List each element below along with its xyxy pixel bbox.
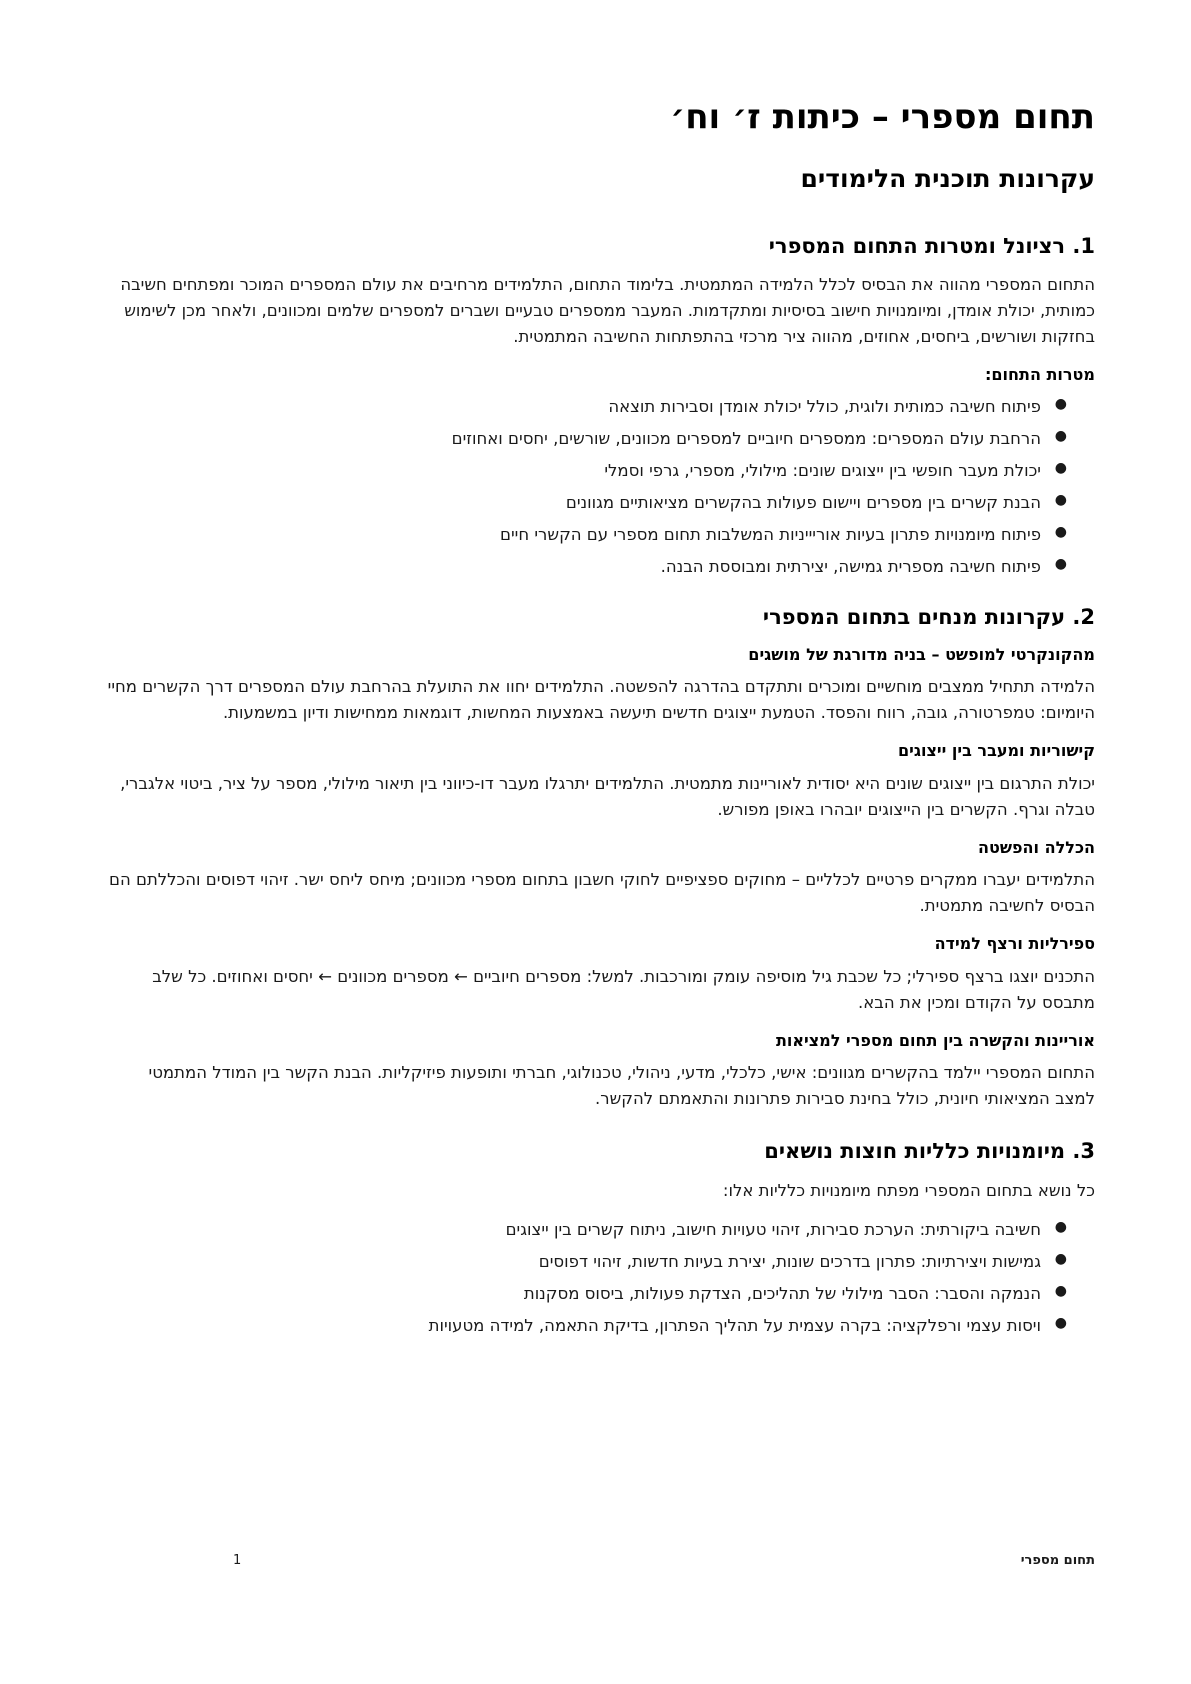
bullet-icon: ● bbox=[1054, 556, 1067, 573]
principle-title: ספירליות ורצף למידה bbox=[934, 934, 1095, 954]
goals-label: מטרות התחום: bbox=[984, 365, 1095, 385]
page-subtitle: עקרונות תוכנית הלימודים bbox=[800, 163, 1095, 193]
list-item bbox=[105, 1282, 1095, 1305]
principle-body: יכולת התרגום בין ייצוגים שונים היא יסודית לאוריינות מתמטית. התלמידים יתרגלו מעבר דו-כיווני בין תיאור מילולי, מספר על ציר, ביטוי אלגברי, טבלה וגרף. הקשרים בין הייצוגים יובהרו באופן מפורש. bbox=[120, 773, 1095, 819]
list-item-text: גמישות ויצירתיות: פתרון בדרכים שונות, יצירת בעיות חדשות, זיהוי דפוסים bbox=[538, 1251, 1041, 1271]
bullet-icon: ● bbox=[1054, 1218, 1067, 1235]
principle-title: קישוריות ומעבר בין ייצוגים bbox=[897, 741, 1095, 761]
list-item bbox=[105, 1250, 1095, 1273]
bullet-icon: ● bbox=[1054, 1314, 1067, 1331]
list-item-text: פיתוח חשיבה כמותית ולוגית, כולל יכולת אומדן וסבירות תוצאה bbox=[608, 396, 1041, 416]
bullet-icon: ● bbox=[1054, 460, 1067, 477]
page-number: 1 bbox=[233, 1553, 242, 1568]
list-item bbox=[105, 523, 1095, 546]
list-item bbox=[105, 1218, 1095, 1241]
bullet-icon: ● bbox=[1054, 1250, 1067, 1267]
list-item-text: יכולת מעבר חופשי בין ייצוגים שונים: מילולי, מספרי, גרפי וסמלי bbox=[604, 461, 1041, 481]
list-item-text: חשיבה ביקורתית: הערכת סבירות, זיהוי טעויות חישוב, ניתוח קשרים בין ייצוגים bbox=[505, 1219, 1041, 1239]
list-item bbox=[105, 1314, 1095, 1337]
list-item-text: הנמקה והסבר: הסבר מילולי של תהליכים, הצדקת פעולות, ביסוס מסקנות bbox=[523, 1283, 1041, 1303]
section-rationale bbox=[105, 233, 1095, 578]
list-item-text: ויסות עצמי ורפלקציה: בקרה עצמית על תהליך הפתרון, בדיקת התאמה, למידה מטעויות bbox=[428, 1315, 1041, 1335]
list-item-text: הרחבת עולם המספרים: ממספרים חיוביים למספרים מכוונים, שורשים, יחסים ואחוזים bbox=[451, 428, 1041, 448]
principle-title: אוריינות והקשרה בין תחום מספרי למציאות bbox=[775, 1030, 1095, 1050]
principle-title: מהקונקרטי למופשט – בניה מדורגת של מושגים bbox=[748, 644, 1095, 664]
list-item bbox=[105, 427, 1095, 450]
bullet-icon: ● bbox=[1054, 395, 1067, 412]
principle-body: התכנים יוצגו ברצף ספירלי; כל שכבת גיל מוסיפה עומק ומורכבות. למשל: מספרים חיוביים ← מספרים מכוונים ← יחסים ואחוזים. כל שלב מתבסס על הקודם ומכין את הבא. bbox=[152, 966, 1095, 1012]
section-heading: 1. רציונל ומטרות התחום המספרי bbox=[768, 234, 1095, 258]
page-title: תחום מספרי – כיתות ז׳ וח׳ bbox=[670, 97, 1095, 137]
skills-list bbox=[105, 1218, 1095, 1337]
page-footer bbox=[0, 1553, 1191, 1577]
section-heading: 2. עקרונות מנחים בתחום המספרי bbox=[762, 605, 1095, 630]
list-item bbox=[105, 491, 1095, 514]
principle-title: הכללה והפשטה bbox=[978, 837, 1095, 857]
principle-body: התלמידים יעברו ממקרים פרטיים לכלליים – מחוקים ספציפיים לחוקי חשבון בתחום מספרי מכוונים; מיחס ליחס ישר. זיהוי דפוסים והכללתם הם הבסיס לחשיבה מתמטית. bbox=[109, 870, 1095, 916]
section-skills bbox=[105, 1138, 1095, 1337]
list-item-text: פיתוח חשיבה מספרית גמישה, יצירתית ומבוססת הבנה. bbox=[660, 557, 1041, 577]
section-heading: 3. מיומנויות כלליות חוצות נושאים bbox=[764, 1139, 1095, 1164]
section-intro: כל נושא בתחום המספרי מפתח מיומנויות כלליות אלו: bbox=[722, 1180, 1095, 1200]
section-body: התחום המספרי מהווה את הבסיס לכלל הלמידה המתמטית. בלימוד התחום, התלמידים מרחיבים את עולם המספרים המוכר ומפתחים חשיבה כמותית, יכולת אומדן, ומיומנויות חישוב בסיסיות ומתקדמות. המעבר ממספרים טבעיים ושברים למספרים שלמים ומכוונים, ולאחר מכן לשימוש בחזקות ושורשים, ביחסים, אחוזים, מהווה ציר מרכזי בהתפתחות החשיבה המתמטית. bbox=[120, 275, 1095, 347]
bullet-icon: ● bbox=[1054, 524, 1067, 541]
bullet-icon: ● bbox=[1054, 427, 1067, 444]
section-principles bbox=[105, 604, 1095, 1112]
goals-list bbox=[105, 395, 1095, 579]
principle-body: התחום המספרי יילמד בהקשרים מגוונים: אישי, כלכלי, מדעי, ניהולי, טכנולוגי, חברתי ותופעות פיזיקליות. הבנת הקשר בין המודל המתמטי למצב המציאותי חיונית, כולל בחינת סבירות פתרונות והתאמתם להקשר. bbox=[148, 1063, 1095, 1109]
bullet-icon: ● bbox=[1054, 1282, 1067, 1299]
list-item bbox=[105, 395, 1095, 418]
bullet-icon: ● bbox=[1054, 492, 1067, 509]
principle-body: הלמידה תתחיל ממצבים מוחשיים ומוכרים ותתקדם בהדרגה להפשטה. התלמידים יחוו את התועלת בהרחבת עולם המספרים דרך הקשרים מחיי היומיום: טמפרטורה, גובה, רווח והפסד. הטמעת ייצוגים חדשים תיעשה באמצעות המחשות, דוגמאות ממחישות ודיון במשמעות. bbox=[107, 677, 1095, 723]
list-item-text: הבנת קשרים בין מספרים ויישום פעולות בהקשרים מציאותיים מגוונים bbox=[565, 493, 1041, 513]
list-item-text: פיתוח מיומנויות פתרון בעיות אוריייניות המשלבות תחום מספרי עם הקשרי חיים bbox=[500, 525, 1041, 545]
footer-doc-name: תחום מספרי bbox=[1020, 1553, 1095, 1568]
document-content bbox=[105, 96, 1095, 1355]
list-item bbox=[105, 459, 1095, 482]
list-item bbox=[105, 555, 1095, 578]
